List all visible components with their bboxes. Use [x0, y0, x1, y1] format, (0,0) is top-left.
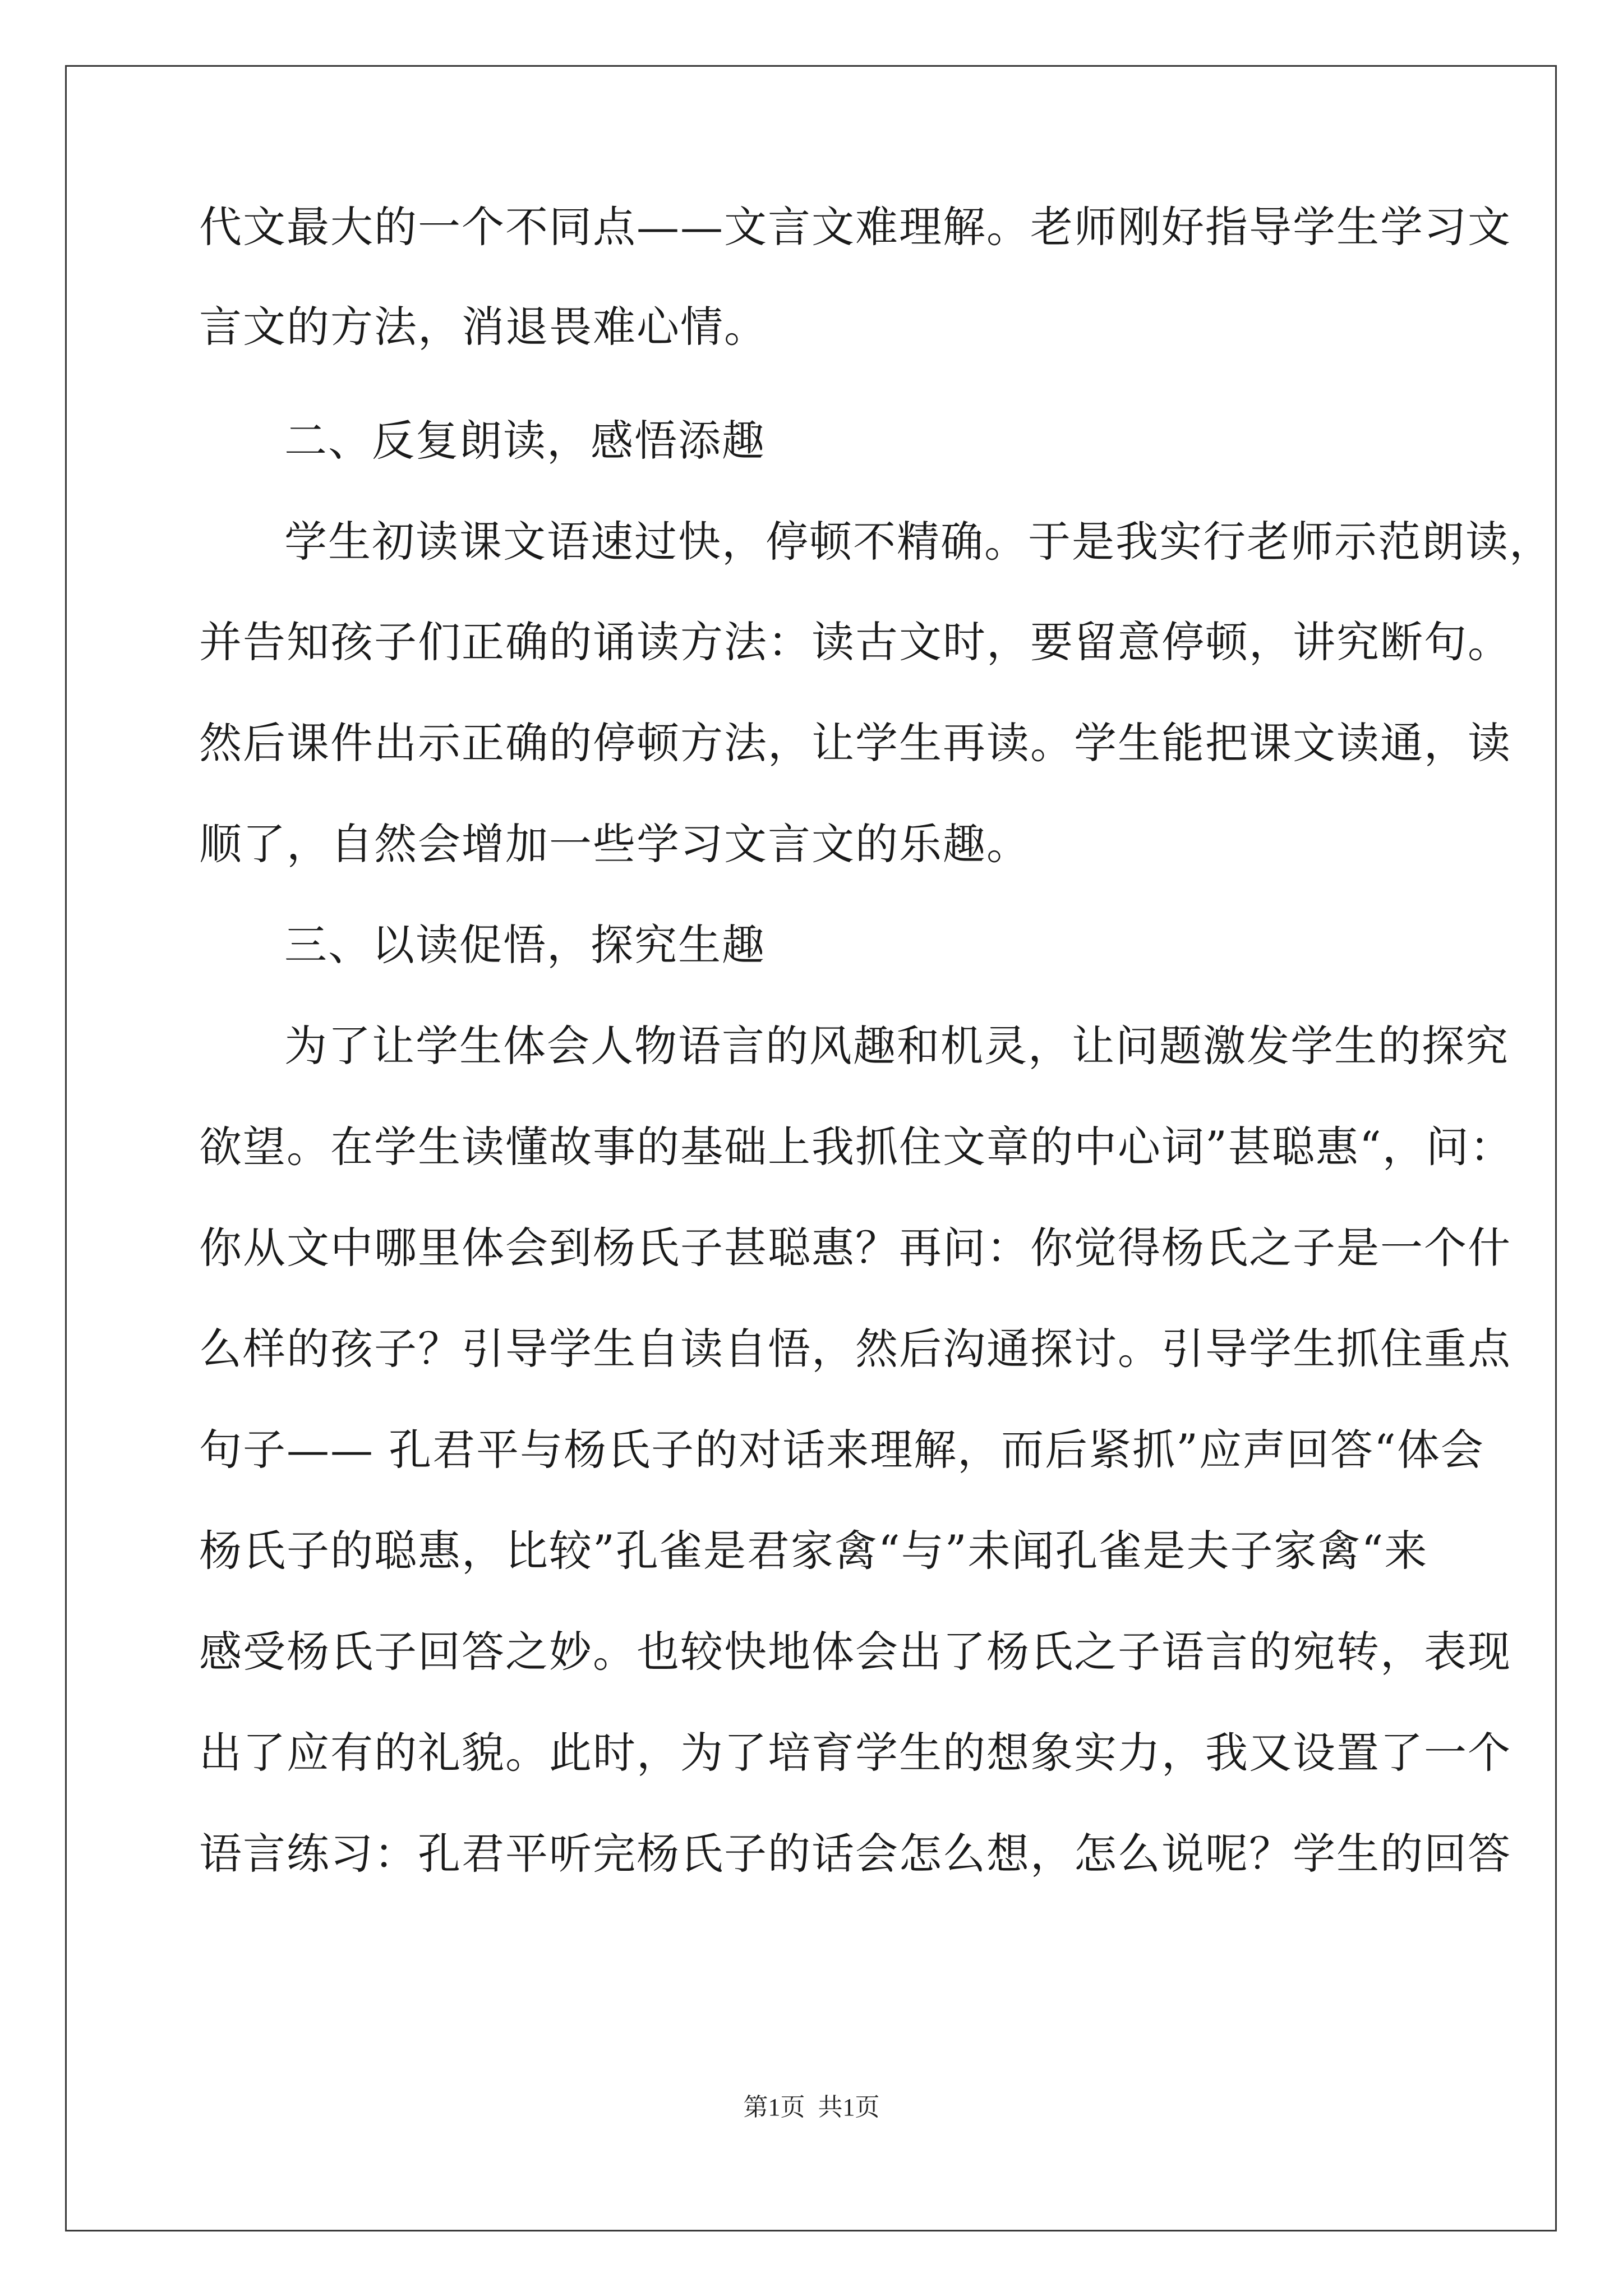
- paragraph-line: 欲望。在学生读懂故事的基础上我抓住文章的中心词”甚聪惠“，问：: [199, 1122, 1514, 1172]
- paragraph-line: 杨氏子的聪惠，比较”孔雀是君家禽“与”未闻孔雀是夫子家禽“来: [199, 1526, 1428, 1576]
- section-heading: 二、反复朗读，感悟添趣: [284, 416, 766, 466]
- section-heading: 三、以读促悟，探究生趣: [284, 920, 766, 970]
- page-footer: [0, 2091, 1623, 2124]
- paragraph-line: 语言练习：孔君平听完杨氏子的话会怎么想，怎么说呢？学生的回答: [199, 1829, 1511, 1879]
- page-total: 共1页: [818, 2093, 880, 2121]
- paragraph-line: 学生初读课文语速过快，停顿不精确。于是我实行老师示范朗读，: [284, 517, 1553, 567]
- paragraph-line: 么样的孩子？引导学生自读自悟，然后沟通探讨。引导学生抓住重点: [199, 1324, 1511, 1374]
- paragraph-line: 言文的方法，消退畏难心情。: [199, 302, 768, 352]
- paragraph-line: 为了让学生体会人物语言的风趣和机灵，让问题激发学生的探究: [284, 1021, 1509, 1071]
- paragraph-line: 你从文中哪里体会到杨氏子甚聪惠？再问：你觉得杨氏之子是一个什: [199, 1223, 1511, 1273]
- page-number: 第1页: [743, 2093, 805, 2121]
- paragraph-line: 顺了，自然会增加一些学习文言文的乐趣。: [199, 819, 1030, 869]
- paragraph-line: 感受杨氏子回答之妙。也较快地体会出了杨氏之子语言的宛转，表现: [199, 1627, 1511, 1677]
- paragraph-line: 代文最大的一个不同点——文言文难理解。老师刚好指导学生学习文: [199, 202, 1511, 252]
- paragraph-line: 出了应有的礼貌。此时，为了培育学生的想象实力，我又设置了一个: [199, 1728, 1511, 1778]
- paragraph-line: 并告知孩子们正确的诵读方法：读古文时，要留意停顿，讲究断句。: [199, 617, 1511, 667]
- paragraph-line: 然后课件出示正确的停顿方法，让学生再读。学生能把课文读通，读: [199, 718, 1511, 768]
- paragraph-line: 句子—— 孔君平与杨氏子的对话来理解，而后紧抓”应声回答“体会: [199, 1425, 1484, 1475]
